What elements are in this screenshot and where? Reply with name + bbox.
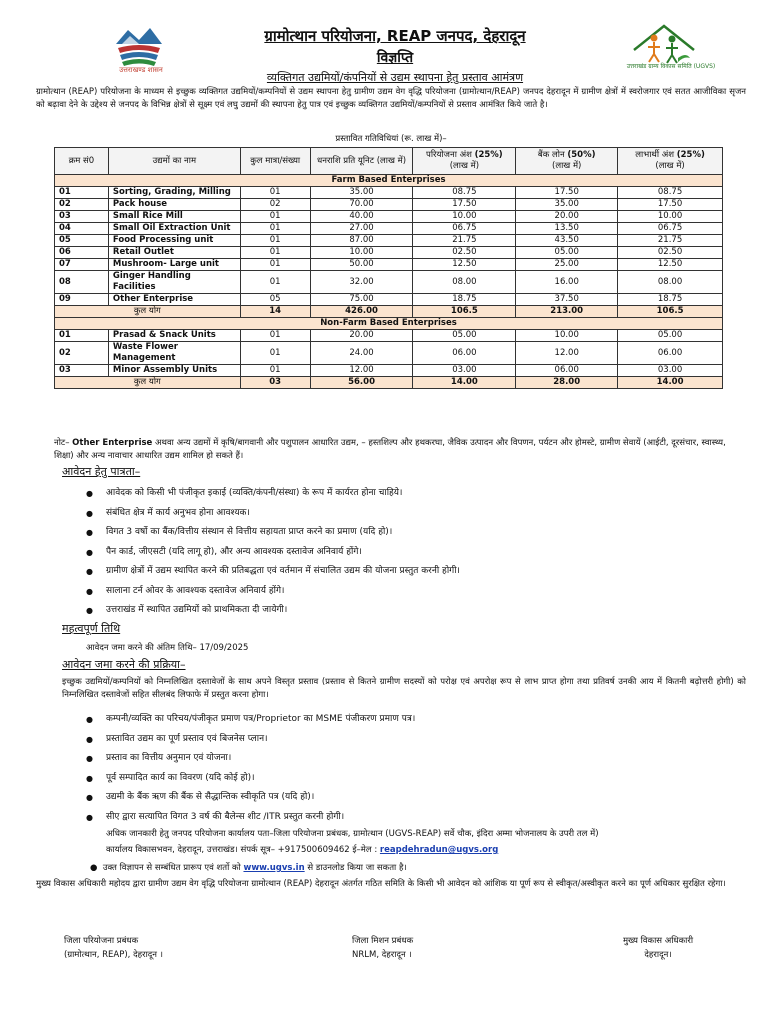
nonfarm-total — [55, 377, 723, 389]
eligibility-list — [86, 484, 460, 621]
list-item: ● कम्पनी/व्यक्ति का परिचय/पंजीकृत प्रमाण पत्र/Proprietor का MSME पंजीकरण प्रमाण पत्र। — [86, 710, 415, 730]
cell-qty: 02 — [240, 199, 310, 211]
cell-qty: 05 — [240, 294, 310, 306]
cell-name: Mushroom- Large unit — [108, 259, 240, 271]
farm-section — [55, 175, 723, 187]
total-beneficiary-share: 106.5 — [618, 306, 723, 318]
col-header-cost: धनराशि प्रति यूनिट (लाख में) — [310, 148, 413, 175]
cell-project-share: 06.00 — [413, 342, 516, 365]
cell-project-share: 03.00 — [413, 365, 516, 377]
total-cost: 426.00 — [310, 306, 413, 318]
left-logo-caption: उत्तराखण्ड शासन — [119, 66, 163, 74]
cell-cost: 24.00 — [310, 342, 413, 365]
signature-middle: जिला मिशन प्रबंधक NRLM, देहरादून । — [352, 936, 414, 960]
cell-qty: 01 — [240, 259, 310, 271]
cell-project-share: 05.00 — [413, 330, 516, 342]
cell-beneficiary-share: 06.00 — [618, 342, 723, 365]
total-qty: 14 — [240, 306, 310, 318]
cell-beneficiary-share: 12.50 — [618, 259, 723, 271]
dates-heading: महत्वपूर्ण तिथि — [62, 622, 121, 635]
cell-cost: 27.00 — [310, 223, 413, 235]
col-header-project-share: परियोजना अंश (25%) (लाख में) — [413, 148, 516, 175]
cell-sno: 02 — [55, 199, 109, 211]
cell-cost: 32.00 — [310, 271, 413, 294]
total-label: कुल योग — [55, 306, 241, 318]
table-row — [55, 223, 723, 235]
list-item: ● विगत 3 वर्षो का बैंक/वित्तीय संस्थान से वित्तीय सहायता प्राप्त करने का प्रमाण (यदि हो)। — [86, 523, 460, 543]
total-label: कुल योग — [55, 377, 241, 389]
nonfarm-section — [55, 318, 723, 330]
intro-paragraph: ग्रामोत्थान (REAP) परियोजना के माध्यम से इच्छुक व्यक्तिगत उद्यमियों/कम्पनियों से उद्यम स्थापना हेतु ग्रामीण उद्यम वेग वृद्धि परियोजना (ग्रामोत्थान/REAP) जनपद देहरादून में ग्रामीण क्षेत्रों में स्वरोजगार एवं सतत आजीविका सृजन को बढ़ावा देने के उद्देश्य से जनपद के विभिन्न क्षेत्रों से सूक्ष्म एवं लघु उद्यमों की स्थापना हेतु पात्र एवं इच्छुक व्यक्तिगत उद्यमियों/कम्पनियों से प्रस्ताव आमंत्रित किये जाते है। — [36, 87, 746, 110]
cell-qty: 01 — [240, 187, 310, 199]
cell-bank-loan: 13.50 — [516, 223, 618, 235]
cell-beneficiary-share: 06.75 — [618, 223, 723, 235]
cell-beneficiary-share: 10.00 — [618, 211, 723, 223]
total-beneficiary-share: 14.00 — [618, 377, 723, 389]
cell-bank-loan: 16.00 — [516, 271, 618, 294]
contact-line-1: अधिक जानकारी हेतु जनपद परियोजना कार्यालय पता–जिला परियोजना प्रबंधक, ग्रामोत्थान (UGVS-REAP) सर्वे चौक, इंदिरा अम्मा भोजनालय के उपरी तल में) — [106, 829, 599, 839]
list-item: ● उद्यमी के बैंक ऋण की बैंक से सैद्धान्तिक स्वीकृति पत्र (यदि हो)। — [86, 788, 415, 808]
contact-line-2: कार्यालय विकासभवन, देहरादून, उत्तराखंड। संपर्क सूत्र– +917500609462 ई–मेल : reapdehradun@ugvs.org — [106, 845, 499, 855]
cell-bank-loan: 06.00 — [516, 365, 618, 377]
list-item: ● प्रस्तावित उद्यम का पूर्ण प्रस्ताव एवं बिजनेस प्लान। — [86, 730, 415, 750]
cell-sno: 04 — [55, 223, 109, 235]
cell-name: Pack house — [108, 199, 240, 211]
download-line: ● उक्त विज्ञापन से सम्बंधित प्रारूप एवं शर्तो को www.ugvs.in से डाउनलोड किया जा सकता है। — [90, 863, 407, 873]
cell-sno: 07 — [55, 259, 109, 271]
table-header-row — [55, 148, 723, 175]
cell-sno: 03 — [55, 365, 109, 377]
total-cost: 56.00 — [310, 377, 413, 389]
cell-project-share: 08.75 — [413, 187, 516, 199]
col-header-beneficiary-share: लाभार्थी अंश (25%) (लाख में) — [618, 148, 723, 175]
table-row — [55, 247, 723, 259]
list-item: ● सालाना टर्न ओवर के आवश्यक दस्तावेज अनिवार्य होंगे। — [86, 582, 460, 602]
cell-beneficiary-share: 21.75 — [618, 235, 723, 247]
cell-bank-loan: 35.00 — [516, 199, 618, 211]
cell-bank-loan: 20.00 — [516, 211, 618, 223]
right-logo-caption: उत्तराखंड ग्राम्य विकास समिति (UGVS) — [626, 63, 716, 70]
website-link[interactable]: www.ugvs.in — [243, 863, 305, 873]
signature-left: जिला परियोजना प्रबंधक (ग्रामोत्थान, REAP), देहरादून । — [64, 936, 163, 960]
list-item: ● आवेदक को किसी भी पंजीकृत इकाई (व्यक्ति/कंपनी/संस्था) के रूप में कार्यरत होना चाहिये। — [86, 484, 460, 504]
cell-name: Ginger Handling Facilities — [108, 271, 240, 294]
notice-title: ग्रामोत्थान परियोजना, REAP जनपद, देहरादून — [264, 27, 526, 45]
table-row — [55, 235, 723, 247]
cell-beneficiary-share: 03.00 — [618, 365, 723, 377]
cell-cost: 70.00 — [310, 199, 413, 211]
col-header-sno: क्रम सं0 — [55, 148, 109, 175]
total-project-share: 14.00 — [413, 377, 516, 389]
cell-bank-loan: 37.50 — [516, 294, 618, 306]
cell-sno: 01 — [55, 330, 109, 342]
table-total-row — [55, 306, 723, 318]
cell-sno: 06 — [55, 247, 109, 259]
col-header-bank-loan: बैंक लोन (50%) (लाख में) — [516, 148, 618, 175]
cell-name: Prasad & Snack Units — [108, 330, 240, 342]
cell-sno: 08 — [55, 271, 109, 294]
cell-project-share: 21.75 — [413, 235, 516, 247]
total-bank-loan: 28.00 — [516, 377, 618, 389]
col-header-name: उद्यमों का नाम — [108, 148, 240, 175]
rights-paragraph: मुख्य विकास अधिकारी महोदय द्वारा ग्रामीण उद्यम वेग वृद्धि परियोजना ग्रामोत्थान (REAP) देहरादून अंतर्गत गठित समिति के किसी भी आवेदन को आंशिक या पूर्ण रूप से स्वीकृत/अस्वीकृत करने का पूर्ण अधिकार सुरक्षित रहेगा। — [36, 879, 726, 889]
table-row — [55, 271, 723, 294]
cell-sno: 09 — [55, 294, 109, 306]
cell-bank-loan: 25.00 — [516, 259, 618, 271]
cell-bank-loan: 17.50 — [516, 187, 618, 199]
table-caption: प्रस्तावित गतिविधियां (रू. लाख में)– — [335, 134, 447, 144]
bullet-icon: ● — [90, 863, 103, 873]
farm-total — [55, 306, 723, 318]
cell-qty: 01 — [240, 342, 310, 365]
table-row — [55, 365, 723, 377]
list-item: ● संबंधित क्षेत्र में कार्य अनुभव होना आवश्यक। — [86, 504, 460, 524]
cell-name: Minor Assembly Units — [108, 365, 240, 377]
cell-qty: 01 — [240, 365, 310, 377]
cell-bank-loan: 10.00 — [516, 330, 618, 342]
cell-name: Waste Flower Management — [108, 342, 240, 365]
last-date: आवेदन जमा करने की अंतिम तिथि– 17/09/2025 — [86, 643, 249, 653]
process-heading: आवेदन जमा करने की प्रक्रिया– — [62, 658, 186, 671]
cell-bank-loan: 05.00 — [516, 247, 618, 259]
notice-heading: व्यक्तिगत उद्यमियों/कंपनियों से उद्यम स्थापना हेतु प्रस्ताव आमंत्रण — [266, 71, 524, 84]
cell-bank-loan: 43.50 — [516, 235, 618, 247]
cell-name: Food Processing unit — [108, 235, 240, 247]
table-row — [55, 342, 723, 365]
list-item: ● सीए द्वारा सत्यापित विगत 3 वर्ष की बैलेन्स शीट /ITR प्रस्तुत करनी होगी। — [86, 808, 415, 828]
cell-sno: 01 — [55, 187, 109, 199]
cell-cost: 87.00 — [310, 235, 413, 247]
list-item: ● ग्रामीण क्षेत्रों में उद्यम स्थापित करने की प्रतिबद्धता एवं वर्तमान में संचालित उद्यम की योजना प्रस्तुत करनी होगी। — [86, 562, 460, 582]
table-row — [55, 211, 723, 223]
cell-cost: 20.00 — [310, 330, 413, 342]
signature-right: मुख्य विकास अधिकारी देहरादून। — [622, 936, 694, 960]
cell-qty: 01 — [240, 223, 310, 235]
cell-qty: 01 — [240, 330, 310, 342]
cell-project-share: 06.75 — [413, 223, 516, 235]
email-link[interactable]: reapdehradun@ugvs.org — [379, 845, 499, 855]
cell-project-share: 12.50 — [413, 259, 516, 271]
cell-cost: 40.00 — [310, 211, 413, 223]
list-item: ● उत्तराखंड में स्थापित उद्यमियों को प्राथमिकता दी जायेगी। — [86, 601, 460, 621]
table-row — [55, 330, 723, 342]
table-row — [55, 294, 723, 306]
total-bank-loan: 213.00 — [516, 306, 618, 318]
cell-qty: 01 — [240, 235, 310, 247]
note-paragraph: नोट– Other Enterprise अथवा अन्य उद्यमों में कृषि/बागवानी और पशुपालन आधारित उद्यम, – हस्तशिल्प और हथकरघा, जैविक उत्पादन और विपणन, पर्यटन और होमस्टे, ग्रामीण सेवायें (आईटी, दूरसंचार, स्वास्थ्य, शिक्षा) और अन्य नावाचार आधारित उद्यम शामिल हो सकते हैं। — [54, 438, 726, 461]
notice-subtitle: विज्ञप्ति — [376, 50, 414, 66]
table-row — [55, 199, 723, 211]
cell-sno: 02 — [55, 342, 109, 365]
cell-sno: 03 — [55, 211, 109, 223]
cell-beneficiary-share: 08.00 — [618, 271, 723, 294]
eligibility-heading: आवेदन हेतु पात्रता– — [62, 465, 141, 478]
cell-cost: 10.00 — [310, 247, 413, 259]
list-item: ● पैन कार्ड, जीएसटी (यदि लागू हो), और अन्य आवश्यक दस्तावेज अनिवार्य होंगे। — [86, 543, 460, 563]
cell-qty: 01 — [240, 247, 310, 259]
list-item: ● पूर्व सम्पादित कार्य का विवरण (यदि कोई हो)। — [86, 769, 415, 789]
cell-bank-loan: 12.00 — [516, 342, 618, 365]
cell-cost: 35.00 — [310, 187, 413, 199]
total-project-share: 106.5 — [413, 306, 516, 318]
cell-project-share: 08.00 — [413, 271, 516, 294]
table-row — [55, 187, 723, 199]
cell-sno: 05 — [55, 235, 109, 247]
cell-project-share: 10.00 — [413, 211, 516, 223]
cell-beneficiary-share: 02.50 — [618, 247, 723, 259]
cell-beneficiary-share: 05.00 — [618, 330, 723, 342]
table-total-row — [55, 377, 723, 389]
process-intro: इच्छुक उद्यमियों/कम्पनियों को निम्नलिखित दस्तावेजों के साथ अपने विस्तृत प्रस्ताव (प्रस्ताव से कितने ग्रामीण सदस्यों को परोक्ष एवं अपरोक्ष रूप से लाभ प्राप्त होगा तथा प्रतिवर्ष उनकी आय में कितनी बढ़ोत्तरी होगी) को निम्नलिखित दस्तावेजों सहित सीलबंद लिफाफे में प्रस्तुत करना होगा। — [62, 677, 746, 700]
list-item: ● प्रस्ताव का वित्तीय अनुमान एवं योजना। — [86, 749, 415, 769]
cell-cost: 75.00 — [310, 294, 413, 306]
activities-table — [54, 147, 723, 389]
cell-cost: 50.00 — [310, 259, 413, 271]
nonfarm-section-title: Non-Farm Based Enterprises — [55, 318, 723, 330]
cell-name: Other Enterprise — [108, 294, 240, 306]
table-row — [55, 259, 723, 271]
cell-project-share: 17.50 — [413, 199, 516, 211]
process-list — [86, 710, 415, 827]
cell-name: Small Rice Mill — [108, 211, 240, 223]
farm-rows — [55, 187, 723, 306]
cell-beneficiary-share: 08.75 — [618, 187, 723, 199]
cell-name: Small Oil Extraction Unit — [108, 223, 240, 235]
cell-name: Sorting, Grading, Milling — [108, 187, 240, 199]
cell-beneficiary-share: 18.75 — [618, 294, 723, 306]
cell-qty: 01 — [240, 271, 310, 294]
cell-cost: 12.00 — [310, 365, 413, 377]
cell-name: Retail Outlet — [108, 247, 240, 259]
cell-qty: 01 — [240, 211, 310, 223]
total-qty: 03 — [240, 377, 310, 389]
cell-beneficiary-share: 17.50 — [618, 199, 723, 211]
cell-project-share: 02.50 — [413, 247, 516, 259]
cell-project-share: 18.75 — [413, 294, 516, 306]
nonfarm-rows — [55, 330, 723, 377]
col-header-qty: कुल मात्रा/संख्या — [240, 148, 310, 175]
farm-section-title: Farm Based Enterprises — [55, 175, 723, 187]
